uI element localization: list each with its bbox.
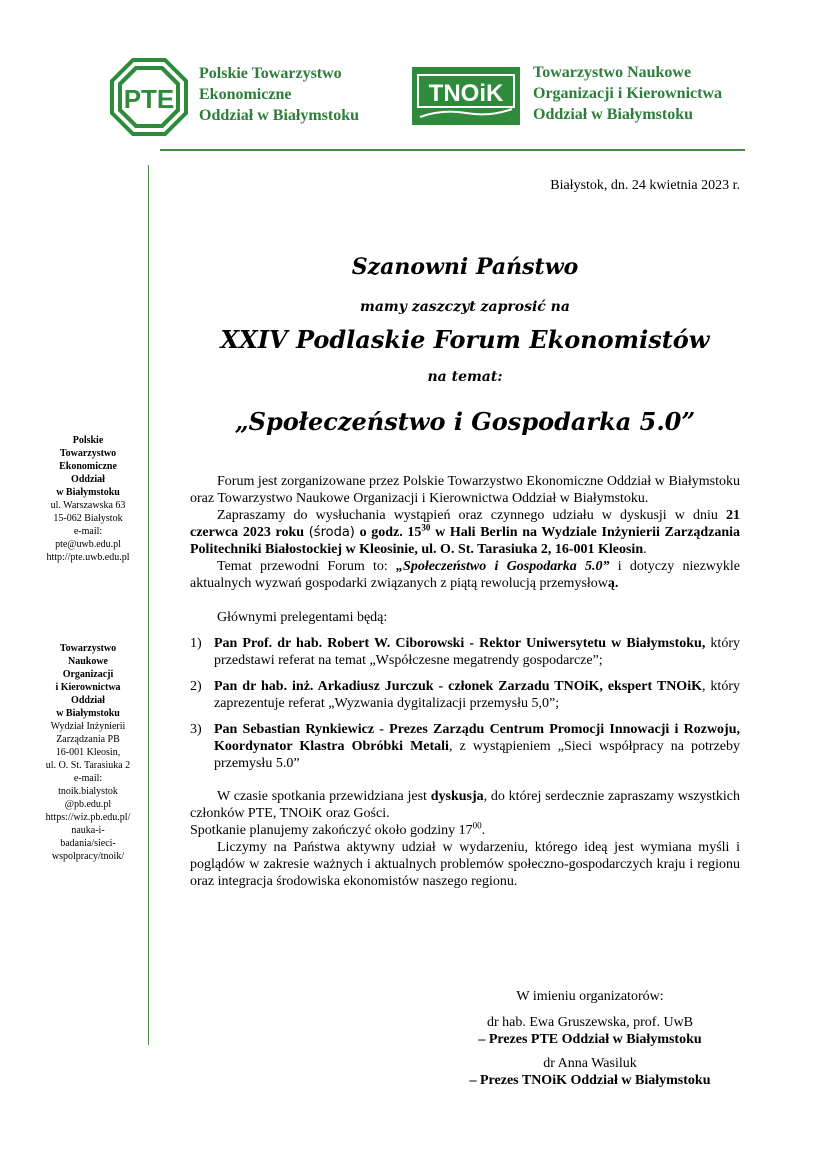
- event-title: XXIV Podlaskie Forum Ekonomistów: [220, 325, 710, 354]
- paragraph-end-time: Spotkanie planujemy zakończyć około godziny $17^{00}$.: [190, 820, 486, 838]
- signatory-2-role: – Prezes TNOiK Oddział w Białymstoku: [469, 1073, 711, 1088]
- paragraph-invitation: Zapraszamy do wysłuchania wystąpień oraz czynnego udziału w dyskusji w dniu 21 czerwca 2023 roku (środa) o godz. $15^{30}$ w Hali Berlin na Wydziale Inżynierii Zarządzania Politechniki Białostockiej w Kleosinie, ul. O. St. Tarasiuka 2, 16-001 Kleosin.: [190, 508, 740, 557]
- pte-header-name: Polskie Towarzystwo Ekonomiczne Oddział w Białymstoku: [199, 65, 360, 124]
- sidebar-divider: [148, 165, 149, 1045]
- speakers-intro: Głównymi prelegentami będą:: [217, 610, 388, 625]
- sidebar-tnoik-email-1[interactable]: tnoik.bialystok: [58, 786, 118, 797]
- paragraph-discussion: W czasie spotkania przewidziana jest dyskusja, do której serdecznie zapraszamy wszystkich członków PTE, TNOiK oraz Gości.: [190, 789, 740, 821]
- event-weekday: (środa): [308, 525, 355, 540]
- topic-label: na temat:: [427, 369, 503, 385]
- paragraph-theme: Temat przewodni Forum to: „Społeczeństwo i Gospodarka 5.0” i dotyczy niezwykle aktualnych wyzwań gospodarki związanych z piątą rewolucją przemysłową.: [190, 559, 740, 591]
- paragraph-closing: Liczymy na Państwa aktywny udział w wydarzeniu, którego ideą jest wymiana myśli i poglądów w zakresie ważnych i aktualnych problemów społeczno-gospodarczych kraju i regionu oraz integracja środowiska ekonomistów naszego regionu.: [190, 840, 740, 889]
- sidebar-pte-contact: [30, 434, 146, 564]
- invite-line: mamy zaszczyt zaprosić na: [360, 299, 570, 315]
- date-line: Białystok, dn. 24 kwietnia 2023 r.: [550, 178, 740, 193]
- signatory-2-name: dr Anna Wasiluk: [543, 1056, 637, 1071]
- topic-title: „Społeczeństwo i Gospodarka 5.0”: [234, 407, 696, 436]
- paragraph-organizers: Forum jest zorganizowane przez Polskie Towarzystwo Ekonomiczne Oddział w Białymstoku oraz Towarzystwo Naukowe Organizacji i Kierownictwa Oddział w Białymstoku.: [190, 474, 740, 506]
- sidebar-tnoik-website-1[interactable]: https://wiz.pb.edu.pl/: [45, 812, 131, 823]
- sidebar-tnoik-website-2[interactable]: nauka-i-: [71, 825, 105, 836]
- signature-intro: W imieniu organizatorów:: [516, 989, 664, 1004]
- sidebar-tnoik-contact: [30, 642, 146, 863]
- theme-title: „Społeczeństwo i Gospodarka 5.0”: [396, 559, 610, 574]
- pte-logo-text: PTE: [123, 84, 175, 114]
- sidebar-tnoik-email-2[interactable]: @pb.edu.pl: [64, 799, 112, 810]
- header-divider: [160, 149, 745, 151]
- signatory-1-name: dr hab. Ewa Gruszewska, prof. UwB: [486, 1015, 694, 1030]
- main-body: [190, 473, 740, 890]
- speakers-list: [190, 635, 740, 772]
- sidebar-pte-address: ul. Warszawska 63 15-062 Białystok e-mail: pte@uwb.edu.pl http://pte.uwb.edu.pl: [30, 499, 146, 564]
- tnoik-logo: [412, 67, 520, 125]
- sidebar-tnoik-name: Towarzystwo Naukowe Organizacji i Kierownictwa Oddział w Białymstoku: [55, 643, 121, 719]
- sidebar-pte-email[interactable]: pte@uwb.edu.pl: [55, 539, 121, 550]
- sidebar-tnoik-website-3[interactable]: badania/sieci-: [60, 838, 116, 849]
- event-date: 21 czerwca 2023 roku: [190, 508, 740, 540]
- list-item: 2) Pan dr hab. inż. Arkadiusz Jurczuk - członek Zarzadu TNOiK, ekspert TNOiK, który zaprezentuje referat „Wyzwania dygitalizacji przemysłu 5,0”;: [190, 679, 740, 711]
- list-item: 3) Pan Sebastian Rynkiewicz - Prezes Zarządu Centrum Promocji Innowacji i Rozwoju, Koordynator Klastra Obróbki Metali, z wystąpieniem „Sieci współpracy na potrzeby przemysłu 5.0”: [190, 722, 740, 771]
- sidebar-pte-website[interactable]: http://pte.uwb.edu.pl: [46, 552, 130, 563]
- pte-logo: [110, 58, 188, 136]
- event-time: o godz. $15^{30}$: [359, 522, 431, 540]
- tnoik-logo-text: TNOiK: [428, 80, 504, 107]
- list-item: 1) Pan Prof. dr hab. Robert W. Ciborowski - Rektor Uniwersytetu w Białymstoku, który przedstawi referat na temat „Współczesne megatrendy gospodarcze”;: [190, 636, 740, 668]
- signature-block: [440, 988, 740, 1089]
- sidebar-tnoik-address: Wydział Inżynierii Zarządzania PB 16-001 Kleosin, ul. O. St. Tarasiuka 2 e-mail: tnoik.bialystok @pb.edu.pl https://wiz.pb.edu.pl/ nauka-i- badania/sieci- wspolpracy/tnoik/: [30, 720, 146, 863]
- sidebar-tnoik-website-4[interactable]: wspolpracy/tnoik/: [51, 851, 125, 862]
- event-place: w Hali Berlin na Wydziale Inżynierii Zarządzania Politechniki Białostockiej w Kleosinie, ul. O. St. Tarasiuka 2, 16-001 Kleosin: [190, 525, 740, 557]
- signatory-1-role: – Prezes PTE Oddział w Białymstoku: [478, 1032, 702, 1047]
- greeting-heading: Szanowni Państwo: [351, 254, 579, 280]
- tnoik-header-name: Towarzystwo Naukowe Organizacji i Kierownictwa Oddział w Białymstoku: [533, 64, 722, 123]
- sidebar-pte-name: Polskie Towarzystwo Ekonomiczne Oddział w Białymstoku: [56, 435, 120, 498]
